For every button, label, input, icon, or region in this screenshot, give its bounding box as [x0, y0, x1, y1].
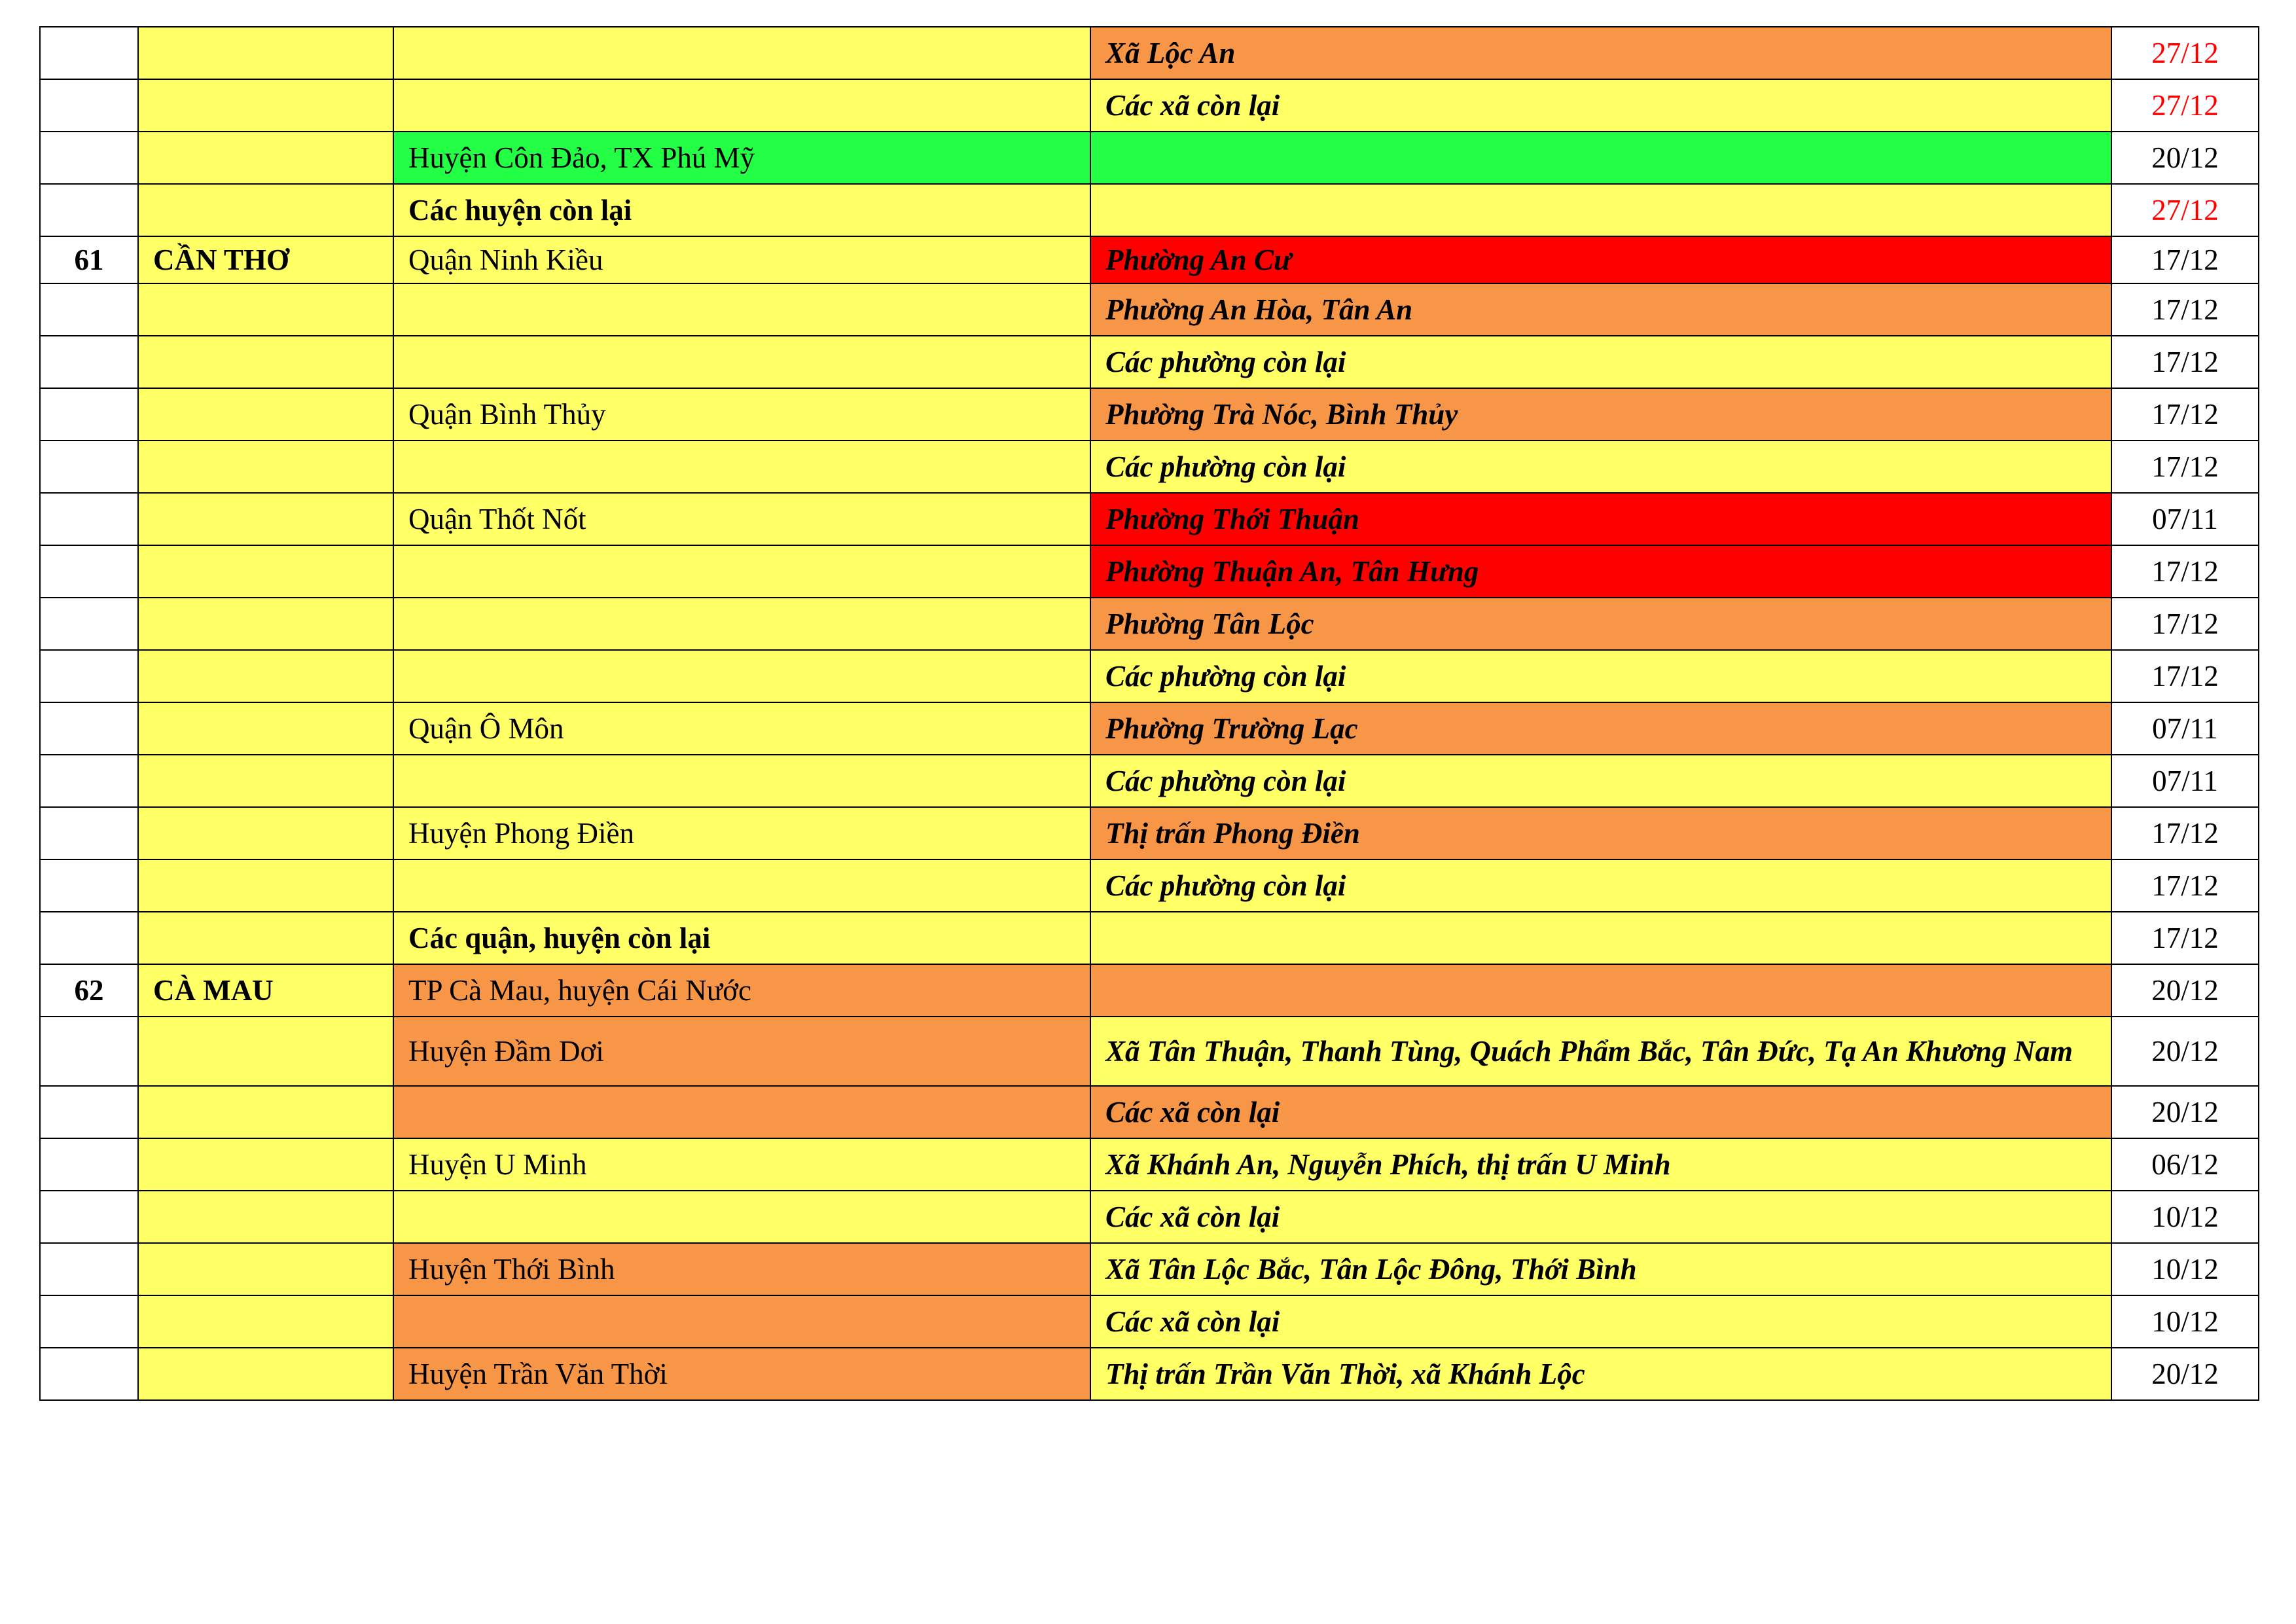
ward-cell: Xã Lộc An [1090, 27, 2111, 79]
province-cell [138, 79, 393, 132]
row-number-cell: 62 [40, 964, 138, 1017]
row-number-cell [40, 493, 138, 545]
date-cell: 06/12 [2111, 1138, 2259, 1191]
ward-cell: Các xã còn lại [1090, 79, 2111, 132]
row-number-cell [40, 132, 138, 184]
row-number-cell [40, 912, 138, 964]
table-row [40, 545, 2259, 598]
table-row [40, 1017, 2259, 1086]
ward-cell: Các phường còn lại [1090, 859, 2111, 912]
province-cell [138, 598, 393, 650]
district-cell: Huyện U Minh [393, 1138, 1090, 1191]
province-cell [138, 184, 393, 236]
data-table-sheet [39, 26, 2258, 1401]
district-cell [393, 79, 1090, 132]
date-cell: 10/12 [2111, 1191, 2259, 1243]
province-cell [138, 1138, 393, 1191]
district-cell: Quận Ninh Kiều [393, 236, 1090, 283]
province-cell [138, 807, 393, 859]
table-row [40, 807, 2259, 859]
district-cell: Huyện Trần Văn Thời [393, 1348, 1090, 1400]
district-cell: Huyện Côn Đảo, TX Phú Mỹ [393, 132, 1090, 184]
risk-level-table [39, 26, 2259, 1401]
province-cell [138, 1295, 393, 1348]
province-cell [138, 493, 393, 545]
ward-cell: Phường Trường Lạc [1090, 702, 2111, 755]
table-row [40, 388, 2259, 441]
province-cell [138, 132, 393, 184]
province-cell [138, 545, 393, 598]
row-number-cell [40, 1243, 138, 1295]
district-cell [393, 283, 1090, 336]
row-number-cell [40, 184, 138, 236]
table-row [40, 964, 2259, 1017]
province-cell [138, 1086, 393, 1138]
date-cell: 17/12 [2111, 236, 2259, 283]
province-cell: CẦN THƠ [138, 236, 393, 283]
district-cell [393, 336, 1090, 388]
table-row [40, 236, 2259, 283]
date-cell: 07/11 [2111, 755, 2259, 807]
ward-cell: Các xã còn lại [1090, 1191, 2111, 1243]
table-row [40, 1295, 2259, 1348]
district-cell [393, 755, 1090, 807]
row-number-cell [40, 1348, 138, 1400]
date-cell: 17/12 [2111, 545, 2259, 598]
row-number-cell: 61 [40, 236, 138, 283]
row-number-cell [40, 807, 138, 859]
date-cell: 17/12 [2111, 598, 2259, 650]
ward-cell: Thị trấn Trần Văn Thời, xã Khánh Lộc [1090, 1348, 2111, 1400]
district-cell [393, 859, 1090, 912]
province-cell [138, 27, 393, 79]
table-row [40, 598, 2259, 650]
ward-cell [1090, 132, 2111, 184]
row-number-cell [40, 441, 138, 493]
province-cell [138, 755, 393, 807]
date-cell: 10/12 [2111, 1295, 2259, 1348]
date-cell: 17/12 [2111, 650, 2259, 702]
district-cell: Các quận, huyện còn lại [393, 912, 1090, 964]
province-cell: CÀ MAU [138, 964, 393, 1017]
date-cell: 10/12 [2111, 1243, 2259, 1295]
table-row [40, 1243, 2259, 1295]
date-cell: 17/12 [2111, 336, 2259, 388]
row-number-cell [40, 859, 138, 912]
province-cell [138, 702, 393, 755]
province-cell [138, 912, 393, 964]
province-cell [138, 859, 393, 912]
table-row [40, 912, 2259, 964]
district-cell [393, 1086, 1090, 1138]
district-cell: Huyện Đầm Dơi [393, 1017, 1090, 1086]
district-cell [393, 441, 1090, 493]
district-cell [393, 1191, 1090, 1243]
row-number-cell [40, 1191, 138, 1243]
row-number-cell [40, 650, 138, 702]
date-cell: 27/12 [2111, 27, 2259, 79]
table-row [40, 336, 2259, 388]
province-cell [138, 336, 393, 388]
table-row [40, 1348, 2259, 1400]
ward-cell: Thị trấn Phong Điền [1090, 807, 2111, 859]
row-number-cell [40, 1017, 138, 1086]
district-cell: Các huyện còn lại [393, 184, 1090, 236]
district-cell [393, 27, 1090, 79]
date-cell: 20/12 [2111, 132, 2259, 184]
row-number-cell [40, 79, 138, 132]
row-number-cell [40, 27, 138, 79]
ward-cell: Phường Thuận An, Tân Hưng [1090, 545, 2111, 598]
ward-cell: Các phường còn lại [1090, 650, 2111, 702]
district-cell [393, 545, 1090, 598]
table-row [40, 79, 2259, 132]
table-body [40, 27, 2259, 1400]
row-number-cell [40, 336, 138, 388]
province-cell [138, 1191, 393, 1243]
date-cell: 27/12 [2111, 184, 2259, 236]
province-cell [138, 388, 393, 441]
district-cell: Quận Ô Môn [393, 702, 1090, 755]
province-cell [138, 1017, 393, 1086]
ward-cell: Xã Khánh An, Nguyễn Phích, thị trấn U Minh [1090, 1138, 2111, 1191]
table-row [40, 441, 2259, 493]
ward-cell [1090, 964, 2111, 1017]
row-number-cell [40, 755, 138, 807]
date-cell: 17/12 [2111, 912, 2259, 964]
table-row [40, 859, 2259, 912]
date-cell: 07/11 [2111, 702, 2259, 755]
table-row [40, 1138, 2259, 1191]
row-number-cell [40, 283, 138, 336]
row-number-cell [40, 1138, 138, 1191]
table-row [40, 1086, 2259, 1138]
district-cell: Huyện Thới Bình [393, 1243, 1090, 1295]
date-cell: 27/12 [2111, 79, 2259, 132]
ward-cell: Xã Tân Thuận, Thanh Tùng, Quách Phẩm Bắc, Tân Đức, Tạ An Khương Nam [1090, 1017, 2111, 1086]
province-cell [138, 441, 393, 493]
province-cell [138, 283, 393, 336]
row-number-cell [40, 388, 138, 441]
table-row [40, 184, 2259, 236]
table-row [40, 650, 2259, 702]
ward-cell: Phường Thới Thuận [1090, 493, 2111, 545]
ward-cell: Phường Trà Nóc, Bình Thủy [1090, 388, 2111, 441]
province-cell [138, 1348, 393, 1400]
ward-cell: Các phường còn lại [1090, 755, 2111, 807]
ward-cell [1090, 184, 2111, 236]
ward-cell: Các phường còn lại [1090, 441, 2111, 493]
district-cell [393, 1295, 1090, 1348]
row-number-cell [40, 702, 138, 755]
ward-cell: Phường Tân Lộc [1090, 598, 2111, 650]
ward-cell: Xã Tân Lộc Bắc, Tân Lộc Đông, Thới Bình [1090, 1243, 2111, 1295]
date-cell: 20/12 [2111, 1086, 2259, 1138]
table-row [40, 283, 2259, 336]
date-cell: 20/12 [2111, 1017, 2259, 1086]
row-number-cell [40, 1295, 138, 1348]
table-row [40, 1191, 2259, 1243]
district-cell [393, 598, 1090, 650]
date-cell: 17/12 [2111, 807, 2259, 859]
date-cell: 20/12 [2111, 964, 2259, 1017]
province-cell [138, 650, 393, 702]
district-cell: TP Cà Mau, huyện Cái Nước [393, 964, 1090, 1017]
row-number-cell [40, 598, 138, 650]
table-row [40, 755, 2259, 807]
table-row [40, 132, 2259, 184]
date-cell: 17/12 [2111, 283, 2259, 336]
district-cell: Quận Bình Thủy [393, 388, 1090, 441]
row-number-cell [40, 545, 138, 598]
date-cell: 20/12 [2111, 1348, 2259, 1400]
province-cell [138, 1243, 393, 1295]
table-row [40, 702, 2259, 755]
date-cell: 07/11 [2111, 493, 2259, 545]
ward-cell: Phường An Hòa, Tân An [1090, 283, 2111, 336]
district-cell [393, 650, 1090, 702]
date-cell: 17/12 [2111, 859, 2259, 912]
ward-cell: Các xã còn lại [1090, 1086, 2111, 1138]
row-number-cell [40, 1086, 138, 1138]
district-cell: Huyện Phong Điền [393, 807, 1090, 859]
ward-cell: Các xã còn lại [1090, 1295, 2111, 1348]
ward-cell: Phường An Cư [1090, 236, 2111, 283]
ward-cell [1090, 912, 2111, 964]
table-row [40, 27, 2259, 79]
date-cell: 17/12 [2111, 388, 2259, 441]
table-row [40, 493, 2259, 545]
district-cell: Quận Thốt Nốt [393, 493, 1090, 545]
date-cell: 17/12 [2111, 441, 2259, 493]
ward-cell: Các phường còn lại [1090, 336, 2111, 388]
